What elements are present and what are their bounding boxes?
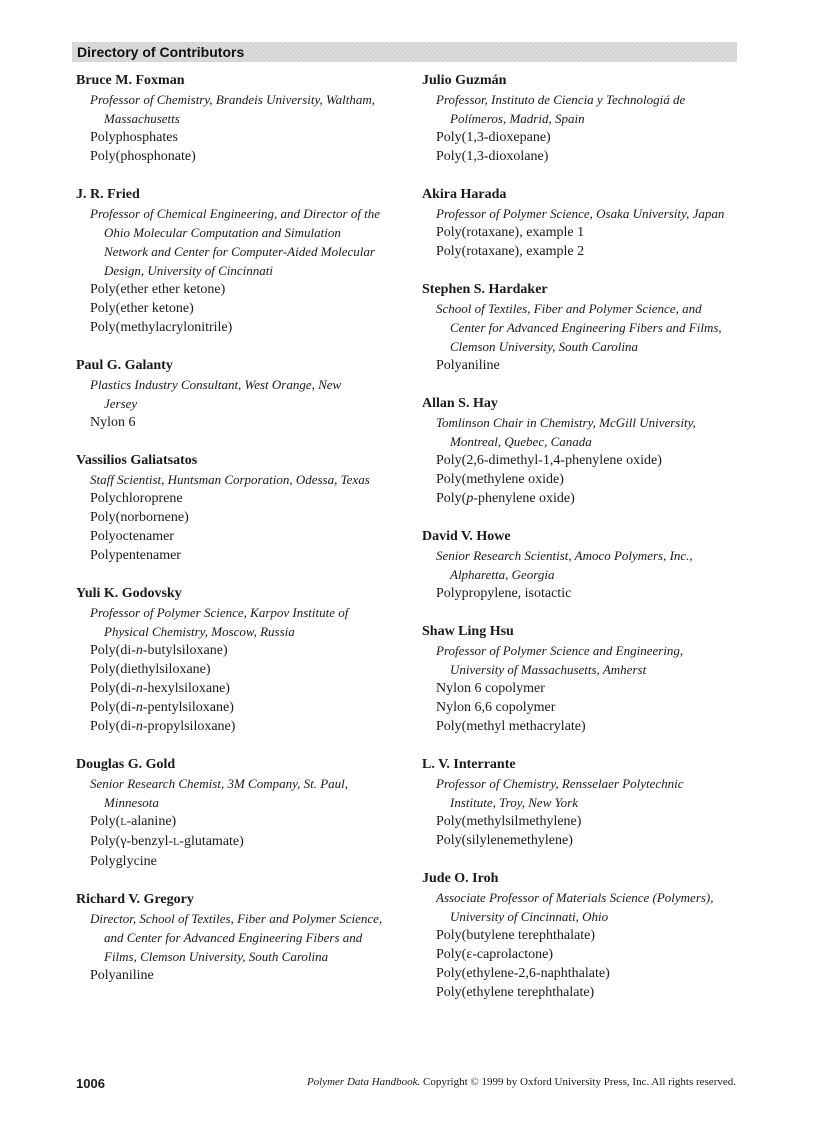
affiliation-line: Massachusetts [104, 111, 180, 126]
contributor-affiliation [422, 888, 747, 926]
contributor-entry [422, 755, 747, 850]
polymer-item: Nylon 6 copolymer [436, 681, 545, 696]
polymer-item: Poly(ε-caprolactone) [436, 947, 554, 962]
polymer-item: Poly(ethylene-2,6-naphthalate) [436, 966, 610, 981]
contributor-affiliation [422, 90, 747, 128]
affiliation-line: Professor of Chemistry, Brandeis University, Waltham, [90, 92, 376, 107]
contributor-entry [422, 394, 747, 508]
affiliation-line: University of Cincinnati, Ohio [450, 909, 609, 924]
contributor-name: Julio Guzmán [422, 73, 507, 88]
polymer-item: Polyoctenamer [90, 529, 174, 544]
polymer-item: Poly(rotaxane), example 1 [436, 225, 585, 240]
polymer-item: Poly(γ-benzyl-L-glutamate) [90, 834, 244, 849]
polymer-item: Polypentenamer [90, 548, 181, 563]
polymer-item: Polypropylene, isotactic [436, 586, 572, 601]
affiliation-line: Plastics Industry Consultant, West Orange, New [90, 377, 342, 392]
polymer-item: Poly(p-phenylene oxide) [436, 491, 575, 506]
contributor-entry [422, 71, 747, 166]
section-banner [72, 42, 737, 62]
contributor-entry [422, 527, 747, 603]
contributor-name: Richard V. Gregory [76, 892, 194, 907]
polymer-item: Poly(1,3-dioxepane) [436, 130, 551, 145]
page-footer [76, 1076, 736, 1092]
polymer-item: Poly(di-n-propylsiloxane) [90, 719, 236, 734]
copyright-notice [307, 1076, 736, 1088]
polymer-item: Polyphosphates [90, 130, 178, 145]
affiliation-line: University of Massachusetts, Amherst [450, 662, 647, 677]
polymer-item: Poly(diethylsiloxane) [90, 662, 211, 677]
affiliation-line: Network and Center for Computer-Aided Molecular [104, 244, 375, 259]
affiliation-line: Staff Scientist, Huntsman Corporation, Odessa, Texas [90, 472, 370, 487]
affiliation-line: and Center for Advanced Engineering Fibers and [104, 930, 363, 945]
polymer-item: Poly(2,6-dimethyl-1,4-phenylene oxide) [436, 453, 662, 468]
polymer-item: Poly(silylenemethylene) [436, 833, 573, 848]
polymer-item: Nylon 6,6 copolymer [436, 700, 556, 715]
polymer-item: Poly(norbornene) [90, 510, 189, 525]
contributor-affiliation [76, 90, 401, 128]
affiliation-line: Montreal, Quebec, Canada [450, 434, 592, 449]
affiliation-line: Polímeros, Madrid, Spain [450, 111, 585, 126]
contributor-affiliation [76, 909, 401, 966]
polymer-item: Poly(methylsilmethylene) [436, 814, 582, 829]
affiliation-line: Minnesota [104, 795, 159, 810]
contributor-name: Douglas G. Gold [76, 757, 176, 772]
contributor-entry [76, 71, 401, 166]
polymer-item: Poly(L-alanine) [90, 814, 177, 829]
polymer-item: Poly(butylene terephthalate) [436, 928, 595, 943]
affiliation-line: Senior Research Chemist, 3M Company, St. Paul, [90, 776, 349, 791]
contributor-entry [422, 280, 747, 375]
contributor-entry [76, 584, 401, 736]
polymer-item: Poly(di-n-hexylsiloxane) [90, 681, 230, 696]
contributor-affiliation [422, 774, 747, 812]
affiliation-line: Professor, Instituto de Ciencia y Technologiá de [436, 92, 686, 107]
contributor-name: Paul G. Galanty [76, 358, 173, 373]
polymer-item: Poly(methyl methacrylate) [436, 719, 586, 734]
contributor-name: Stephen S. Hardaker [422, 282, 548, 297]
contributor-name: Vassilios Galiatsatos [76, 453, 198, 468]
contributor-name: Yuli K. Godovsky [76, 586, 182, 601]
contributor-name: Jude O. Iroh [422, 871, 499, 886]
right-column [422, 71, 747, 1021]
polymer-item: Poly(methylacrylonitrile) [90, 320, 233, 335]
contributor-affiliation [422, 204, 747, 223]
contributor-affiliation [76, 774, 401, 812]
affiliation-line: Design, University of Cincinnati [104, 263, 273, 278]
contributor-entry [76, 356, 401, 432]
contributor-entry [422, 869, 747, 1002]
contributor-entry [76, 185, 401, 337]
polymer-item: Poly(ethylene terephthalate) [436, 985, 595, 1000]
contributor-entry [76, 451, 401, 565]
contributor-name: Allan S. Hay [422, 396, 498, 411]
polymer-item: Poly(1,3-dioxolane) [436, 149, 549, 164]
affiliation-line: Physical Chemistry, Moscow, Russia [104, 624, 295, 639]
contributor-affiliation [422, 413, 747, 451]
affiliation-line: Alpharetta, Georgia [450, 567, 555, 582]
polymer-item: Polyaniline [436, 358, 500, 373]
contributor-name: Shaw Ling Hsu [422, 624, 514, 639]
contributor-entry [76, 755, 401, 871]
contributor-name: David V. Howe [422, 529, 511, 544]
affiliation-line: Professor of Polymer Science, Karpov Institute of [90, 605, 349, 620]
polymer-item: Polyaniline [90, 968, 154, 983]
affiliation-line: Clemson University, South Carolina [450, 339, 639, 354]
section-title: Directory of Contributors [77, 44, 245, 60]
polymer-item: Polyglycine [90, 854, 157, 869]
polymer-item: Poly(rotaxane), example 2 [436, 244, 585, 259]
affiliation-line: Associate Professor of Materials Science (Polymers), [436, 890, 714, 905]
contributor-name: J. R. Fried [76, 187, 140, 202]
polymer-item: Poly(ether ether ketone) [90, 282, 226, 297]
affiliation-line: Center for Advanced Engineering Fibers and Films, [450, 320, 722, 335]
polymer-item: Poly(phosphonate) [90, 149, 196, 164]
contributor-affiliation [76, 470, 401, 489]
contributor-entry [422, 185, 747, 261]
book-title: Polymer Data Handbook. [306, 1076, 421, 1088]
contributor-affiliation [422, 641, 747, 679]
affiliation-line: Professor of Chemistry, Rensselaer Polytechnic [436, 776, 684, 791]
affiliation-line: Films, Clemson University, South Carolina [104, 949, 329, 964]
affiliation-line: Institute, Troy, New York [450, 795, 578, 810]
affiliation-line: Ohio Molecular Computation and Simulation [104, 225, 341, 240]
polymer-item: Poly(di-n-pentylsiloxane) [90, 700, 234, 715]
contributor-entry [76, 890, 401, 985]
contributor-affiliation [76, 603, 401, 641]
polymer-item: Polychloroprene [90, 491, 183, 506]
contributor-affiliation [76, 375, 401, 413]
affiliation-line: Jersey [104, 396, 138, 411]
contributor-affiliation [76, 204, 401, 280]
affiliation-line: Senior Research Scientist, Amoco Polymers, Inc., [436, 548, 693, 563]
polymer-item: Nylon 6 [90, 415, 136, 430]
contributor-affiliation [422, 299, 747, 356]
copyright-text: Copyright © 1999 by Oxford University Press, Inc. All rights reserved. [423, 1076, 736, 1088]
left-column [76, 71, 401, 1004]
polymer-item: Poly(methylene oxide) [436, 472, 564, 487]
polymer-item: Poly(ether ketone) [90, 301, 194, 316]
affiliation-line: School of Textiles, Fiber and Polymer Science, and [436, 301, 702, 316]
contributor-name: Akira Harada [422, 187, 507, 202]
affiliation-line: Director, School of Textiles, Fiber and Polymer Science, [90, 911, 383, 926]
contributor-name: L. V. Interrante [422, 757, 516, 772]
contributor-name: Bruce M. Foxman [76, 73, 185, 88]
affiliation-line: Tomlinson Chair in Chemistry, McGill University, [436, 415, 696, 430]
contributor-affiliation [422, 546, 747, 584]
page-number: 1006 [76, 1076, 105, 1091]
affiliation-line: Professor of Polymer Science and Engineering, [436, 643, 684, 658]
affiliation-line: Professor of Chemical Engineering, and Director of the [90, 206, 381, 221]
contributor-entry [422, 622, 747, 736]
affiliation-line: Professor of Polymer Science, Osaka University, Japan [436, 206, 725, 221]
polymer-item: Poly(di-n-butylsiloxane) [90, 643, 228, 658]
